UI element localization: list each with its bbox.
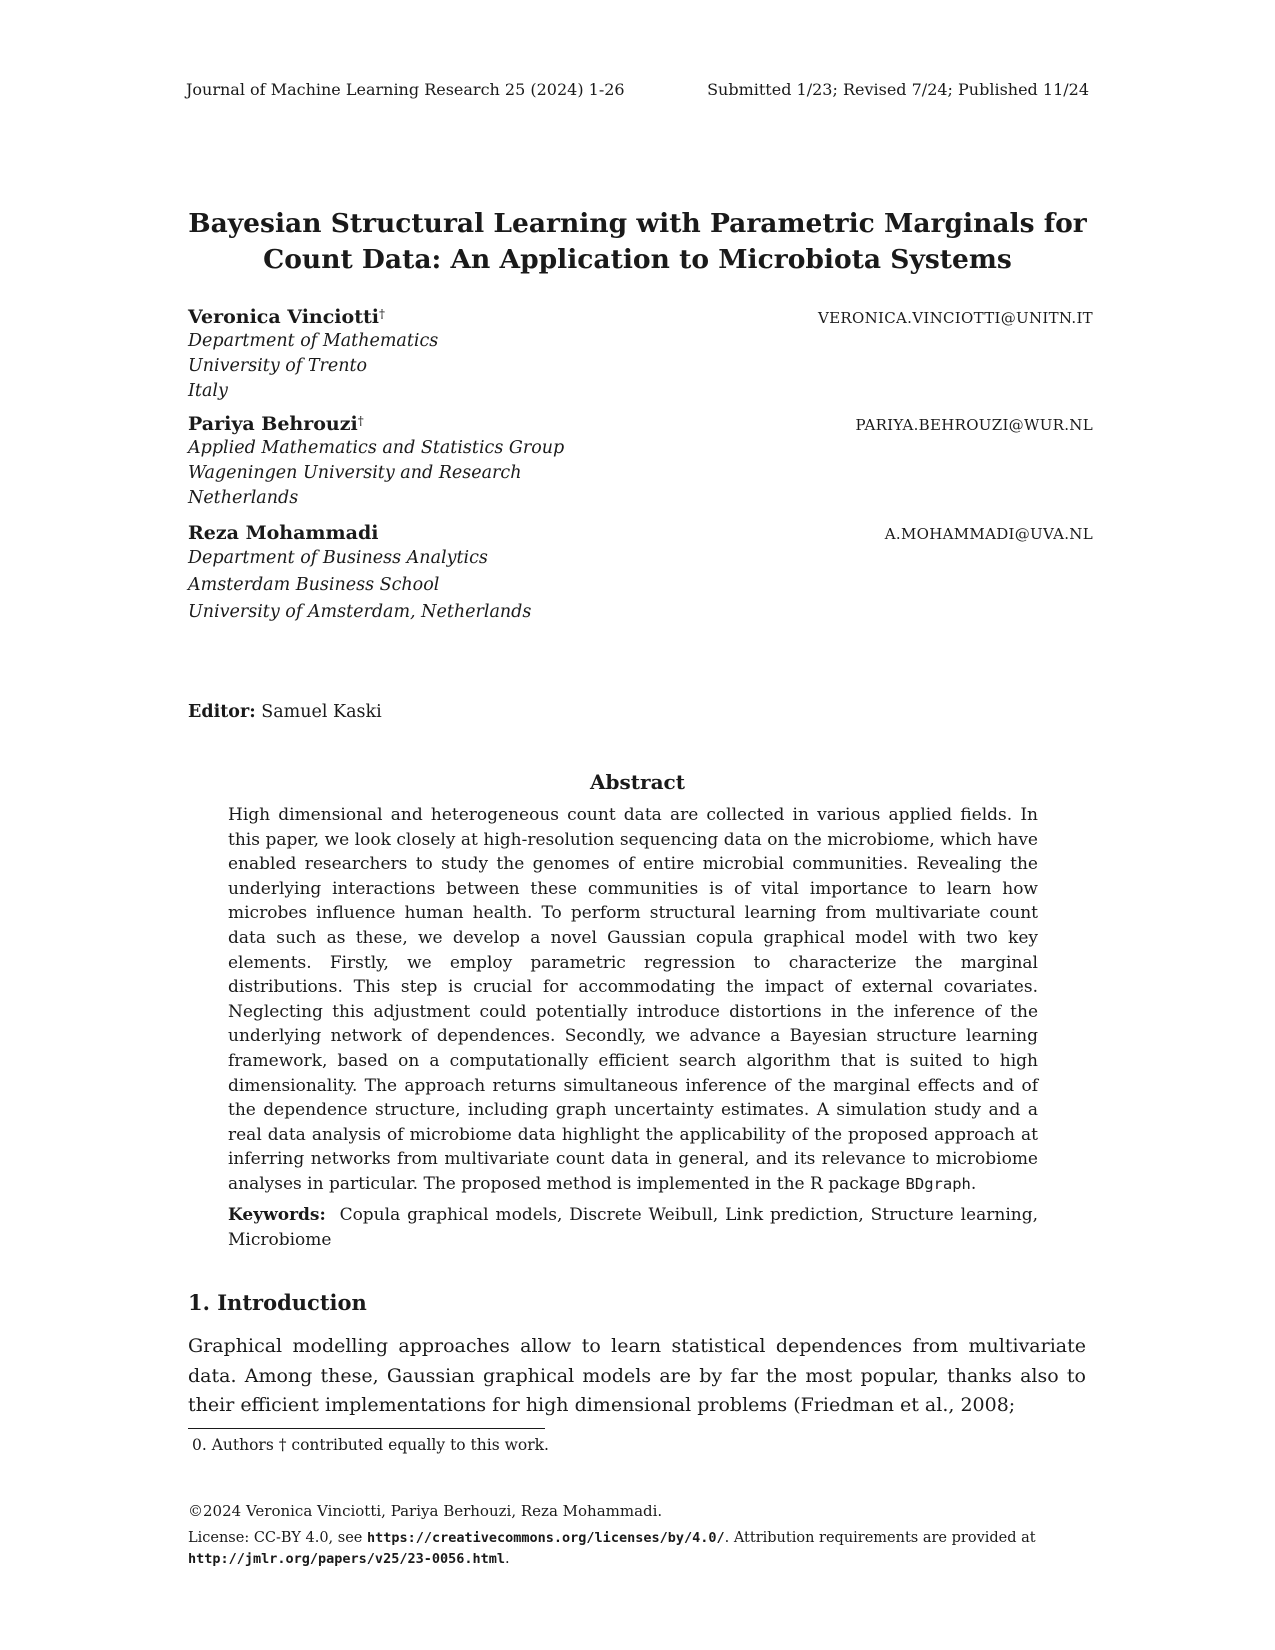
journal-header: Journal of Machine Learning Research 25 (2024) 1-26 (186, 80, 625, 99)
license-notice: License: CC-BY 4.0, see https://creativecommons.org/licenses/by/4.0/. Attribution requirements are provided at http://jmlr.org/papers/v25/23-0056.html. (188, 1530, 1036, 1567)
title-line-1: Bayesian Structural Learning with Parametric Marginals for (188, 208, 1087, 239)
author-affiliation: Department of Business Analytics Amsterdam Business School University of Amsterdam, Netherlands (188, 548, 532, 622)
author-block (188, 521, 1093, 626)
publication-dates: Submitted 1/23; Revised 7/24; Published 11/24 (707, 80, 1089, 99)
equal-contribution-mark: † (378, 307, 385, 321)
author-name: Pariya Behrouzi† (188, 413, 364, 435)
author-name: Veronica Vinciotti† (188, 306, 385, 328)
title-line-2: Count Data: An Application to Microbiota Systems (263, 244, 1012, 275)
intro-paragraph: Graphical modelling approaches allow to learn statistical dependences from multivariate data. Among these, Gaussian graphical models are by far the most popular, thanks also to their efficient implementations for high dimensional problems (Friedman et al., 2008; (188, 1335, 1086, 1416)
author-email[interactable]: A.MOHAMMADI@UVA.NL (884, 525, 1093, 543)
editor-name: Samuel Kaski (261, 702, 382, 722)
license-link[interactable]: https://creativecommons.org/licenses/by/4.0/ (366, 1530, 725, 1546)
author-name: Reza Mohammadi (188, 522, 379, 544)
author-block (188, 305, 1093, 404)
paper-link[interactable]: http://jmlr.org/papers/v25/23-0056.html (188, 1551, 505, 1567)
editor-label: Editor: (188, 702, 256, 722)
package-name: BDgraph (905, 1174, 971, 1193)
author-affiliation: Department of Mathematics University of Trento Italy (188, 331, 439, 401)
author-block (188, 412, 1093, 511)
author-email[interactable]: VERONICA.VINCIOTTI@UNITN.IT (818, 309, 1093, 327)
paper-title (150, 206, 1125, 278)
keywords-label: Keywords: (228, 1205, 326, 1225)
abstract-heading: Abstract (590, 770, 685, 794)
editor-line (188, 702, 382, 722)
abstract-body: High dimensional and heterogeneous count data are collected in various applied fields. In this paper, we look closely at high-resolution sequencing data on the microbiome, which have enabled researchers to study the genomes of entire microbial communities. Revealing the underlying interactions between these communities is of vital importance to learn how microbes influence human health. To perform structural learning from multivariate count data such as these, we develop a novel Gaussian copula graphical model with two key elements. Firstly, we employ parametric regression to characterize the marginal distributions. This step is crucial for accommodating the impact of external covariates. Neglecting this adjustment could potentially introduce distortions in the inference of the underlying network of dependences. Secondly, we advance a Bayesian structure learning framework, based on a computationally efficient search algorithm that is suited to high dimensionality. The approach returns simultaneous inference of the marginal effects and of the dependence structure, including graph uncertainty estimates. A simulation study and a real data analysis of microbiome data highlight the applicability of the proposed approach at inferring networks from multivariate count data in general, and its relevance to microbiome analyses in particular. The proposed method is implemented in the R package BDgraph. (228, 805, 1038, 1194)
section-heading: 1. Introduction (188, 1290, 367, 1315)
author-affiliation: Applied Mathematics and Statistics Group Wageningen University and Research Netherlands (188, 438, 565, 508)
keywords-text: Copula graphical models, Discrete Weibull, Link prediction, Structure learning, Microbiome (228, 1205, 1038, 1250)
footnote-divider (188, 1428, 545, 1429)
copyright-notice: ©2024 Veronica Vinciotti, Pariya Berhouzi, Reza Mohammadi. (188, 1502, 663, 1520)
equal-contribution-mark: † (357, 414, 364, 428)
author-email[interactable]: PARIYA.BEHROUZI@WUR.NL (855, 416, 1093, 434)
footnote: 0. Authors † contributed equally to this work. (192, 1436, 549, 1454)
keywords (228, 1203, 1038, 1252)
